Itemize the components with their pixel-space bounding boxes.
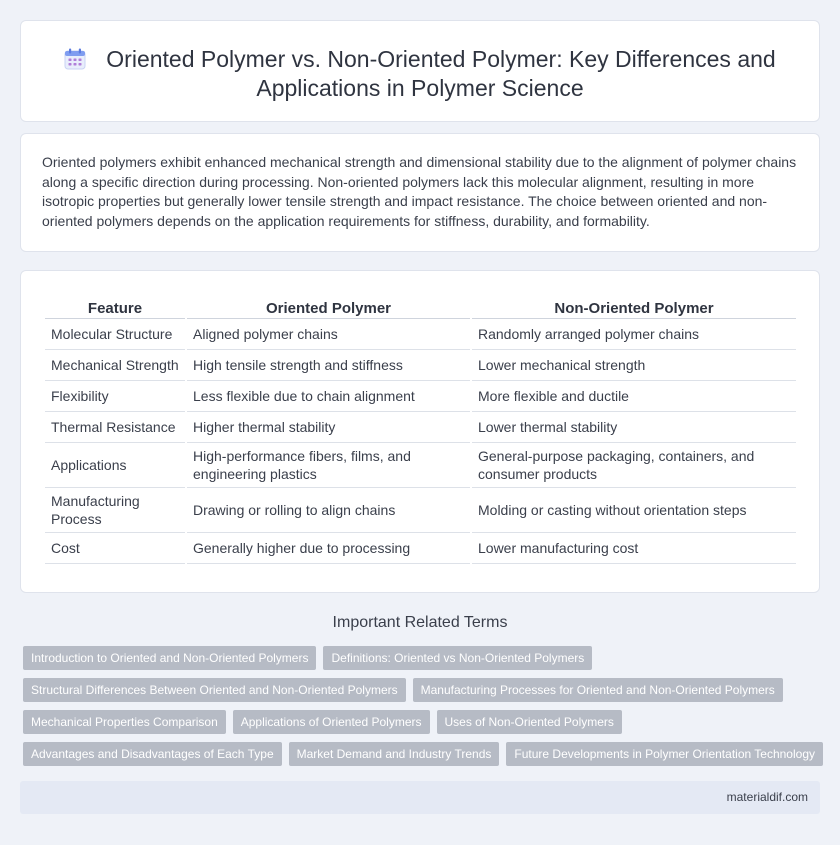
table-cell-non-oriented: Lower manufacturing cost xyxy=(472,533,796,564)
related-terms-heading: Important Related Terms xyxy=(332,614,508,631)
table-cell-non-oriented: General-purpose packaging, containers, and consumer products xyxy=(472,443,796,488)
table-row xyxy=(45,412,796,443)
table-cell-feature: Flexibility xyxy=(45,381,185,412)
table-cell-feature: Thermal Resistance xyxy=(45,412,185,443)
related-term-tag[interactable]: Structural Differences Between Oriented and Non-Oriented Polymers xyxy=(23,678,406,702)
table-header-row xyxy=(45,295,796,319)
footer-site-link[interactable]: materialdif.com xyxy=(726,790,808,804)
table-cell-feature: Molecular Structure xyxy=(45,319,185,350)
table-cell-feature: Applications xyxy=(45,443,185,488)
table-row xyxy=(45,533,796,564)
table-cell-non-oriented: Molding or casting without orientation steps xyxy=(472,488,796,533)
table-row xyxy=(45,488,796,533)
table-row xyxy=(45,443,796,488)
calendar-icon xyxy=(64,48,86,70)
table-cell-oriented: Less flexible due to chain alignment xyxy=(187,381,470,412)
comparison-table xyxy=(43,295,798,564)
column-header-oriented: Oriented Polymer xyxy=(187,295,470,319)
comparison-table-card xyxy=(20,270,820,593)
table-cell-oriented: Aligned polymer chains xyxy=(187,319,470,350)
related-term-tag[interactable]: Future Developments in Polymer Orientation Technology xyxy=(506,742,823,766)
related-terms-tags xyxy=(23,646,823,774)
related-term-tag[interactable]: Market Demand and Industry Trends xyxy=(289,742,500,766)
related-term-tag[interactable]: Definitions: Oriented vs Non-Oriented Polymers xyxy=(323,646,592,670)
table-cell-feature: Manufacturing Process xyxy=(45,488,185,533)
page-title: Oriented Polymer vs. Non-Oriented Polymer: Key Differences and Applications in Polymer Science xyxy=(106,46,776,101)
table-row xyxy=(45,350,796,381)
table-cell-non-oriented: Randomly arranged polymer chains xyxy=(472,319,796,350)
table-cell-oriented: Higher thermal stability xyxy=(187,412,470,443)
table-row xyxy=(45,319,796,350)
table-cell-oriented: High-performance fibers, films, and engineering plastics xyxy=(187,443,470,488)
footer-bar xyxy=(20,781,820,814)
page-title-row xyxy=(21,45,819,103)
intro-card xyxy=(20,133,820,252)
table-cell-oriented: High tensile strength and stiffness xyxy=(187,350,470,381)
table-cell-non-oriented: More flexible and ductile xyxy=(472,381,796,412)
related-term-tag[interactable]: Applications of Oriented Polymers xyxy=(233,710,430,734)
intro-paragraph: Oriented polymers exhibit enhanced mechanical strength and dimensional stability due to the alignment of polymer chains along a specific direction during processing. Non-oriented polymers lack this molecular alignment, resulting in more isotropic properties but generally lower tensile strength and impact resistance. The choice between oriented and non-oriented polymers depends on the application requirements for stiffness, durability, and formability. xyxy=(42,154,797,229)
column-header-feature: Feature xyxy=(45,295,185,319)
related-term-tag[interactable]: Introduction to Oriented and Non-Oriented Polymers xyxy=(23,646,316,670)
related-term-tag[interactable]: Uses of Non-Oriented Polymers xyxy=(437,710,622,734)
table-cell-feature: Cost xyxy=(45,533,185,564)
header-card xyxy=(20,20,820,122)
table-cell-feature: Mechanical Strength xyxy=(45,350,185,381)
column-header-non-oriented: Non-Oriented Polymer xyxy=(472,295,796,319)
table-cell-non-oriented: Lower thermal stability xyxy=(472,412,796,443)
table-cell-oriented: Generally higher due to processing xyxy=(187,533,470,564)
related-term-tag[interactable]: Advantages and Disadvantages of Each Type xyxy=(23,742,282,766)
table-cell-oriented: Drawing or rolling to align chains xyxy=(187,488,470,533)
related-term-tag[interactable]: Manufacturing Processes for Oriented and Non-Oriented Polymers xyxy=(413,678,783,702)
related-term-tag[interactable]: Mechanical Properties Comparison xyxy=(23,710,226,734)
table-cell-non-oriented: Lower mechanical strength xyxy=(472,350,796,381)
table-row xyxy=(45,381,796,412)
